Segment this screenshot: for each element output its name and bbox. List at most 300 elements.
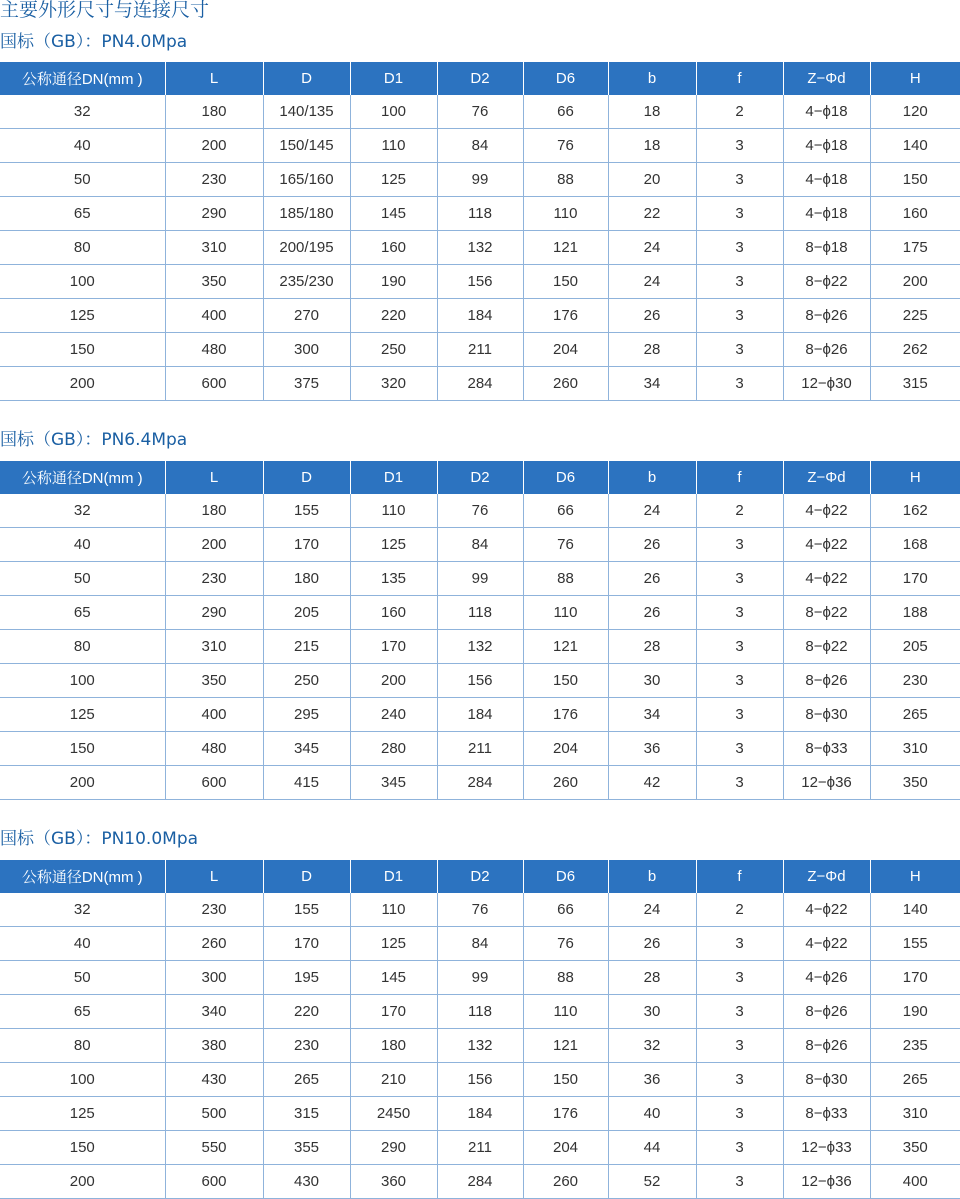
table-cell: 262 <box>870 333 960 367</box>
table-cell: 132 <box>437 231 523 265</box>
table-cell: 175 <box>870 231 960 265</box>
table-cell: 110 <box>523 596 608 630</box>
table-cell: 150 <box>870 163 960 197</box>
table-cell: 260 <box>523 1165 608 1199</box>
column-header-d: D <box>263 62 350 95</box>
column-header-b: b <box>608 62 696 95</box>
table-cell: 3 <box>696 299 783 333</box>
table-cell: 4−ϕ18 <box>783 95 870 129</box>
table-cell: 125 <box>350 163 437 197</box>
table-cell: 30 <box>608 995 696 1029</box>
table-cell: 180 <box>350 1029 437 1063</box>
column-header-dn: 公称通径DN(mm ) <box>0 461 165 494</box>
table-cell: 3 <box>696 231 783 265</box>
table-cell: 18 <box>608 129 696 163</box>
table-row <box>0 367 960 401</box>
table-cell: 3 <box>696 1097 783 1131</box>
table-cell: 340 <box>165 995 263 1029</box>
table-cell: 600 <box>165 1165 263 1199</box>
table-cell: 8−ϕ26 <box>783 299 870 333</box>
table-cell: 290 <box>350 1131 437 1165</box>
table-row <box>0 494 960 528</box>
table-cell: 140/135 <box>263 95 350 129</box>
table-cell: 3 <box>696 163 783 197</box>
table-cell: 2 <box>696 494 783 528</box>
table-cell: 190 <box>350 265 437 299</box>
dimension-table <box>0 461 960 800</box>
table-cell: 315 <box>870 367 960 401</box>
table-cell: 230 <box>263 1029 350 1063</box>
table-cell: 350 <box>870 766 960 800</box>
table-row <box>0 1165 960 1199</box>
table-cell: 145 <box>350 961 437 995</box>
table-row <box>0 129 960 163</box>
table-cell: 76 <box>523 129 608 163</box>
table-cell: 80 <box>0 231 165 265</box>
table-cell: 135 <box>350 562 437 596</box>
column-header-d6: D6 <box>523 860 608 893</box>
table-cell: 150 <box>523 664 608 698</box>
table-cell: 132 <box>437 630 523 664</box>
table-cell: 30 <box>608 664 696 698</box>
table-cell: 156 <box>437 664 523 698</box>
table-cell: 290 <box>165 197 263 231</box>
table-cell: 150 <box>0 732 165 766</box>
table-cell: 480 <box>165 732 263 766</box>
table-cell: 3 <box>696 698 783 732</box>
table-cell: 265 <box>870 1063 960 1097</box>
table-cell: 375 <box>263 367 350 401</box>
table-cell: 8−ϕ26 <box>783 333 870 367</box>
table-cell: 145 <box>350 197 437 231</box>
table-cell: 220 <box>350 299 437 333</box>
table-row <box>0 995 960 1029</box>
table-cell: 4−ϕ22 <box>783 927 870 961</box>
table-cell: 12−ϕ30 <box>783 367 870 401</box>
table-cell: 235/230 <box>263 265 350 299</box>
column-header-d6: D6 <box>523 62 608 95</box>
table-cell: 8−ϕ22 <box>783 630 870 664</box>
table-cell: 150 <box>0 1131 165 1165</box>
column-header-z-phi-d: Z−Φd <box>783 461 870 494</box>
table-row <box>0 163 960 197</box>
table-cell: 170 <box>870 961 960 995</box>
table-cell: 26 <box>608 927 696 961</box>
table-cell: 400 <box>165 299 263 333</box>
table-cell: 230 <box>165 163 263 197</box>
column-header-dn: 公称通径DN(mm ) <box>0 62 165 95</box>
table-cell: 284 <box>437 766 523 800</box>
table-row <box>0 766 960 800</box>
table-cell: 160 <box>350 231 437 265</box>
table-cell: 24 <box>608 893 696 927</box>
page-title: 主要外形尺寸与连接尺寸 <box>0 0 210 21</box>
table-cell: 3 <box>696 1063 783 1097</box>
table-row <box>0 664 960 698</box>
table-row <box>0 893 960 927</box>
table-cell: 118 <box>437 596 523 630</box>
table-cell: 20 <box>608 163 696 197</box>
table-row <box>0 299 960 333</box>
table-cell: 205 <box>263 596 350 630</box>
table-cell: 125 <box>350 927 437 961</box>
table-cell: 40 <box>0 528 165 562</box>
table-cell: 50 <box>0 961 165 995</box>
table-cell: 204 <box>523 732 608 766</box>
table-cell: 76 <box>523 528 608 562</box>
table-cell: 170 <box>870 562 960 596</box>
table-cell: 110 <box>523 995 608 1029</box>
table-cell: 52 <box>608 1165 696 1199</box>
table-cell: 100 <box>0 1063 165 1097</box>
table-cell: 315 <box>263 1097 350 1131</box>
table-cell: 3 <box>696 1029 783 1063</box>
table-cell: 22 <box>608 197 696 231</box>
table-cell: 4−ϕ18 <box>783 197 870 231</box>
table-cell: 215 <box>263 630 350 664</box>
column-header-l: L <box>165 461 263 494</box>
table-cell: 36 <box>608 732 696 766</box>
table-cell: 205 <box>870 630 960 664</box>
table-cell: 160 <box>870 197 960 231</box>
table-cell: 26 <box>608 528 696 562</box>
table-cell: 240 <box>350 698 437 732</box>
table-cell: 230 <box>870 664 960 698</box>
section-title: 国标（GB）：PN6.4Mpa <box>0 430 188 450</box>
column-header-f: f <box>696 860 783 893</box>
table-cell: 3 <box>696 1165 783 1199</box>
column-header-d6: D6 <box>523 461 608 494</box>
table-cell: 121 <box>523 1029 608 1063</box>
table-cell: 180 <box>263 562 350 596</box>
table-cell: 150 <box>523 265 608 299</box>
table-cell: 150/145 <box>263 129 350 163</box>
table-cell: 200 <box>0 367 165 401</box>
table-row <box>0 1097 960 1131</box>
table-cell: 400 <box>870 1165 960 1199</box>
table-cell: 121 <box>523 231 608 265</box>
table-cell: 176 <box>523 1097 608 1131</box>
table-row <box>0 1063 960 1097</box>
column-header-l: L <box>165 62 263 95</box>
table-cell: 34 <box>608 698 696 732</box>
table-cell: 100 <box>0 265 165 299</box>
table-cell: 2450 <box>350 1097 437 1131</box>
section-title: 国标（GB）：PN4.0Mpa <box>0 32 188 52</box>
table-cell: 235 <box>870 1029 960 1063</box>
table-cell: 4−ϕ22 <box>783 893 870 927</box>
table-cell: 204 <box>523 1131 608 1165</box>
column-header-z-phi-d: Z−Φd <box>783 62 870 95</box>
table-cell: 430 <box>165 1063 263 1097</box>
table-row <box>0 630 960 664</box>
table-row <box>0 961 960 995</box>
table-cell: 4−ϕ18 <box>783 129 870 163</box>
table-cell: 3 <box>696 596 783 630</box>
table-row <box>0 528 960 562</box>
section-title: 国标（GB）：PN10.0Mpa <box>0 829 199 849</box>
table-cell: 32 <box>608 1029 696 1063</box>
table-cell: 210 <box>350 1063 437 1097</box>
table-cell: 600 <box>165 367 263 401</box>
table-cell: 211 <box>437 1131 523 1165</box>
table-cell: 8−ϕ22 <box>783 265 870 299</box>
table-cell: 65 <box>0 197 165 231</box>
table-cell: 66 <box>523 494 608 528</box>
table-cell: 170 <box>350 995 437 1029</box>
table-cell: 40 <box>0 129 165 163</box>
table-cell: 350 <box>165 664 263 698</box>
table-cell: 415 <box>263 766 350 800</box>
table-cell: 26 <box>608 562 696 596</box>
table-cell: 3 <box>696 197 783 231</box>
table-cell: 125 <box>0 1097 165 1131</box>
table-cell: 200 <box>165 129 263 163</box>
table-row <box>0 596 960 630</box>
table-cell: 76 <box>437 494 523 528</box>
column-header-h: H <box>870 860 960 893</box>
table-cell: 170 <box>263 528 350 562</box>
table-cell: 290 <box>165 596 263 630</box>
table-cell: 295 <box>263 698 350 732</box>
table-cell: 180 <box>165 494 263 528</box>
column-header-d2: D2 <box>437 860 523 893</box>
table-cell: 32 <box>0 95 165 129</box>
table-cell: 500 <box>165 1097 263 1131</box>
column-header-h: H <box>870 62 960 95</box>
table-cell: 195 <box>263 961 350 995</box>
table-cell: 32 <box>0 893 165 927</box>
table-cell: 24 <box>608 231 696 265</box>
column-header-d: D <box>263 860 350 893</box>
column-header-f: f <box>696 62 783 95</box>
table-cell: 88 <box>523 163 608 197</box>
table-cell: 310 <box>165 231 263 265</box>
table-cell: 121 <box>523 630 608 664</box>
table-cell: 284 <box>437 1165 523 1199</box>
table-cell: 28 <box>608 630 696 664</box>
table-cell: 34 <box>608 367 696 401</box>
table-cell: 225 <box>870 299 960 333</box>
table-cell: 3 <box>696 528 783 562</box>
table-cell: 18 <box>608 95 696 129</box>
table-cell: 100 <box>350 95 437 129</box>
table-row <box>0 333 960 367</box>
table-header-row <box>0 860 960 893</box>
table-cell: 230 <box>165 562 263 596</box>
table-cell: 8−ϕ26 <box>783 1029 870 1063</box>
column-header-z-phi-d: Z−Φd <box>783 860 870 893</box>
table-cell: 84 <box>437 528 523 562</box>
table-cell: 132 <box>437 1029 523 1063</box>
table-row <box>0 1029 960 1063</box>
table-header-row <box>0 461 960 494</box>
column-header-d2: D2 <box>437 461 523 494</box>
column-header-l: L <box>165 860 263 893</box>
table-cell: 99 <box>437 961 523 995</box>
dimension-table <box>0 62 960 401</box>
table-cell: 480 <box>165 333 263 367</box>
table-cell: 200 <box>870 265 960 299</box>
table-cell: 36 <box>608 1063 696 1097</box>
table-cell: 265 <box>870 698 960 732</box>
table-cell: 24 <box>608 265 696 299</box>
dimension-table <box>0 860 960 1199</box>
table-cell: 12−ϕ36 <box>783 766 870 800</box>
table-cell: 12−ϕ36 <box>783 1165 870 1199</box>
table-cell: 162 <box>870 494 960 528</box>
table-cell: 76 <box>523 927 608 961</box>
table-cell: 32 <box>0 494 165 528</box>
table-cell: 176 <box>523 698 608 732</box>
table-cell: 345 <box>350 766 437 800</box>
table-cell: 3 <box>696 367 783 401</box>
table-cell: 140 <box>870 893 960 927</box>
table-row <box>0 231 960 265</box>
table-cell: 355 <box>263 1131 350 1165</box>
table-cell: 3 <box>696 995 783 1029</box>
table-cell: 110 <box>350 893 437 927</box>
table-cell: 26 <box>608 596 696 630</box>
table-cell: 8−ϕ33 <box>783 732 870 766</box>
table-cell: 3 <box>696 766 783 800</box>
table-cell: 65 <box>0 596 165 630</box>
table-cell: 8−ϕ22 <box>783 596 870 630</box>
table-cell: 350 <box>870 1131 960 1165</box>
table-cell: 66 <box>523 893 608 927</box>
table-cell: 350 <box>165 265 263 299</box>
table-cell: 200 <box>0 1165 165 1199</box>
column-header-d1: D1 <box>350 62 437 95</box>
table-cell: 44 <box>608 1131 696 1165</box>
table-cell: 155 <box>263 494 350 528</box>
table-cell: 3 <box>696 129 783 163</box>
table-cell: 188 <box>870 596 960 630</box>
table-cell: 125 <box>0 299 165 333</box>
table-cell: 150 <box>0 333 165 367</box>
table-cell: 118 <box>437 995 523 1029</box>
table-cell: 3 <box>696 927 783 961</box>
table-cell: 24 <box>608 494 696 528</box>
table-cell: 270 <box>263 299 350 333</box>
table-cell: 99 <box>437 562 523 596</box>
table-cell: 220 <box>263 995 350 1029</box>
table-cell: 140 <box>870 129 960 163</box>
table-cell: 300 <box>165 961 263 995</box>
table-cell: 50 <box>0 562 165 596</box>
table-cell: 120 <box>870 95 960 129</box>
table-row <box>0 927 960 961</box>
table-cell: 170 <box>350 630 437 664</box>
table-cell: 184 <box>437 1097 523 1131</box>
table-cell: 40 <box>608 1097 696 1131</box>
table-cell: 550 <box>165 1131 263 1165</box>
table-cell: 155 <box>263 893 350 927</box>
table-cell: 88 <box>523 961 608 995</box>
table-cell: 260 <box>523 766 608 800</box>
table-cell: 8−ϕ26 <box>783 664 870 698</box>
table-cell: 310 <box>165 630 263 664</box>
table-cell: 50 <box>0 163 165 197</box>
table-row <box>0 95 960 129</box>
table-header-row <box>0 62 960 95</box>
table-cell: 211 <box>437 732 523 766</box>
column-header-d2: D2 <box>437 62 523 95</box>
table-cell: 110 <box>523 197 608 231</box>
table-cell: 65 <box>0 995 165 1029</box>
table-cell: 190 <box>870 995 960 1029</box>
table-cell: 99 <box>437 163 523 197</box>
table-cell: 28 <box>608 333 696 367</box>
table-cell: 8−ϕ18 <box>783 231 870 265</box>
table-cell: 156 <box>437 1063 523 1097</box>
table-cell: 300 <box>263 333 350 367</box>
table-cell: 155 <box>870 927 960 961</box>
table-cell: 80 <box>0 630 165 664</box>
table-cell: 250 <box>263 664 350 698</box>
table-cell: 180 <box>165 95 263 129</box>
table-cell: 320 <box>350 367 437 401</box>
table-row <box>0 698 960 732</box>
table-cell: 176 <box>523 299 608 333</box>
table-cell: 4−ϕ26 <box>783 961 870 995</box>
table-cell: 170 <box>263 927 350 961</box>
table-cell: 66 <box>523 95 608 129</box>
table-row <box>0 265 960 299</box>
table-cell: 280 <box>350 732 437 766</box>
table-row <box>0 562 960 596</box>
table-cell: 28 <box>608 961 696 995</box>
column-header-b: b <box>608 461 696 494</box>
table-cell: 84 <box>437 927 523 961</box>
table-cell: 400 <box>165 698 263 732</box>
table-cell: 76 <box>437 893 523 927</box>
table-cell: 3 <box>696 961 783 995</box>
table-cell: 184 <box>437 299 523 333</box>
table-cell: 26 <box>608 299 696 333</box>
table-cell: 380 <box>165 1029 263 1063</box>
table-cell: 125 <box>0 698 165 732</box>
table-cell: 42 <box>608 766 696 800</box>
table-cell: 2 <box>696 95 783 129</box>
table-cell: 8−ϕ30 <box>783 1063 870 1097</box>
table-cell: 260 <box>165 927 263 961</box>
table-cell: 3 <box>696 732 783 766</box>
table-cell: 200/195 <box>263 231 350 265</box>
table-row <box>0 197 960 231</box>
table-cell: 12−ϕ33 <box>783 1131 870 1165</box>
column-header-f: f <box>696 461 783 494</box>
table-cell: 110 <box>350 494 437 528</box>
table-cell: 4−ϕ22 <box>783 562 870 596</box>
table-cell: 4−ϕ18 <box>783 163 870 197</box>
column-header-b: b <box>608 860 696 893</box>
table-cell: 3 <box>696 333 783 367</box>
table-cell: 160 <box>350 596 437 630</box>
table-cell: 2 <box>696 893 783 927</box>
table-cell: 184 <box>437 698 523 732</box>
table-cell: 3 <box>696 265 783 299</box>
table-cell: 200 <box>165 528 263 562</box>
table-cell: 8−ϕ26 <box>783 995 870 1029</box>
table-cell: 40 <box>0 927 165 961</box>
table-cell: 600 <box>165 766 263 800</box>
table-cell: 4−ϕ22 <box>783 528 870 562</box>
table-cell: 3 <box>696 664 783 698</box>
table-cell: 156 <box>437 265 523 299</box>
table-cell: 360 <box>350 1165 437 1199</box>
table-cell: 185/180 <box>263 197 350 231</box>
